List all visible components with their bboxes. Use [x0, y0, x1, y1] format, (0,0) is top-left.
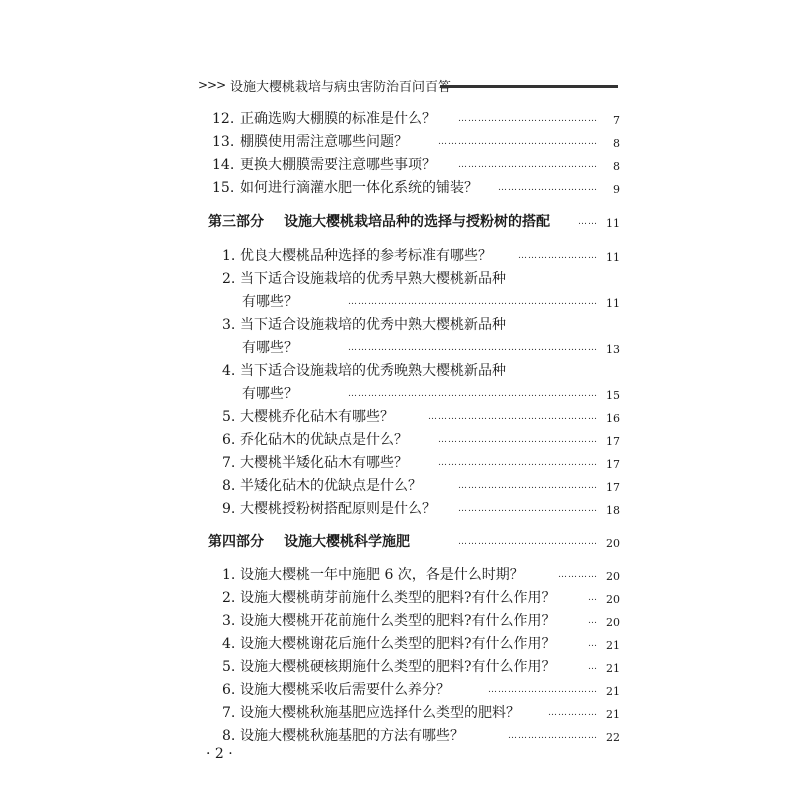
- entry-number: 5.: [222, 409, 236, 425]
- entry-page: 8: [613, 160, 620, 173]
- entry-number: 3.: [222, 317, 236, 333]
- entry-title: 当下适合设施栽培的优秀中熟大樱桃新品种: [240, 317, 506, 333]
- entry-title: 大樱桃乔化砧木有哪些？: [240, 409, 394, 425]
- entry-title: 设施大樱桃开花前施什么类型的肥料?有什么作用？: [240, 613, 556, 629]
- entry-page: 8: [613, 137, 620, 150]
- entry-number: 8.: [222, 728, 236, 744]
- entry-number: 1.: [222, 248, 236, 264]
- toc-entry[interactable]: [222, 429, 620, 451]
- toc-entry[interactable]: [212, 131, 620, 153]
- entry-title: 设施大樱桃一年中施肥 6 次，各是什么时期？: [240, 567, 524, 583]
- entry-number: 1.: [222, 567, 236, 583]
- entry-page: 21: [606, 639, 620, 652]
- entry-number: 6.: [222, 432, 236, 448]
- entry-title: 设施大樱桃萌芽前施什么类型的肥料?有什么作用？: [240, 590, 556, 606]
- entry-title: 乔化砧木的优缺点是什么？: [240, 432, 408, 448]
- header-rule: [440, 85, 618, 88]
- toc-entry[interactable]: [222, 245, 620, 267]
- entry-page: 13: [606, 343, 620, 356]
- entry-page: 17: [606, 458, 620, 471]
- entry-page: 16: [606, 412, 620, 425]
- entry-number: 13.: [212, 134, 235, 150]
- leader-dots: ……………………………………: [458, 537, 598, 547]
- entry-number: 7.: [222, 705, 236, 721]
- toc-entry[interactable]: [222, 452, 620, 474]
- leader-dots: ……………………………………………: [428, 412, 598, 422]
- entry-page: 11: [606, 297, 620, 310]
- leader-dots: ……………: [548, 708, 598, 718]
- leader-dots: ……………………………………: [458, 504, 598, 514]
- toc-entry[interactable]: [222, 656, 620, 678]
- leader-dots: …………………………………………: [438, 137, 598, 147]
- leader-dots: ……………………: [518, 251, 598, 261]
- entry-title-continuation: 有哪些？: [242, 294, 298, 310]
- entry-title: 当下适合设施栽培的优秀早熟大樱桃新品种: [240, 271, 506, 287]
- toc-entry[interactable]: [212, 154, 620, 176]
- toc-entry[interactable]: [212, 108, 620, 130]
- leader-dots: …………………………………………………………………: [348, 389, 598, 399]
- entry-number: 7.: [222, 455, 236, 471]
- leader-dots: ………………………: [508, 731, 598, 741]
- leader-dots: …: [588, 639, 598, 649]
- entry-number: 2.: [222, 590, 236, 606]
- leader-dots: ……………………………………: [458, 160, 598, 170]
- leader-dots: …………………………………………: [438, 458, 598, 468]
- entry-title-continuation: 有哪些？: [242, 386, 298, 402]
- entry-page: 18: [606, 504, 620, 517]
- entry-page: 15: [606, 389, 620, 402]
- entry-page: 20: [606, 616, 620, 629]
- entry-page: 21: [606, 685, 620, 698]
- leader-dots: …………………………………………………………………: [348, 343, 598, 353]
- entry-number: 12.: [212, 111, 235, 127]
- entry-page: 9: [613, 183, 620, 196]
- entry-title: 大樱桃半矮化砧木有哪些？: [240, 455, 408, 471]
- leader-dots: ……………………………………: [458, 481, 598, 491]
- toc-entry[interactable]: [222, 702, 620, 724]
- entry-title: 当下适合设施栽培的优秀晚熟大樱桃新品种: [240, 363, 506, 379]
- entry-page: 17: [606, 481, 620, 494]
- leader-dots: …: [588, 616, 598, 626]
- leader-dots: ……………………………………: [458, 114, 598, 124]
- section-heading[interactable]: [208, 210, 620, 234]
- section-label: 第四部分: [208, 534, 264, 550]
- toc-entry[interactable]: [222, 406, 620, 428]
- entry-page: 21: [606, 662, 620, 675]
- leader-dots: …: [588, 593, 598, 603]
- section-label: 第三部分: [208, 214, 264, 230]
- toc-entry[interactable]: [222, 725, 620, 747]
- entry-number: 5.: [222, 659, 236, 675]
- entry-title: 设施大樱桃秋施基肥的方法有哪些？: [240, 728, 464, 744]
- toc-entry[interactable]: [222, 633, 620, 655]
- entry-number: 3.: [222, 613, 236, 629]
- section-title: 设施大樱桃栽培品种的选择与授粉树的搭配: [284, 214, 550, 230]
- entry-page: 22: [606, 731, 620, 744]
- entry-title: 设施大樱桃谢花后施什么类型的肥料?有什么作用？: [240, 636, 556, 652]
- page-number: · 2 ·: [206, 746, 233, 762]
- entry-page: 21: [606, 708, 620, 721]
- entry-title: 半矮化砧木的优缺点是什么？: [240, 478, 422, 494]
- toc-entry[interactable]: [222, 564, 620, 586]
- entry-title: 设施大樱桃硬核期施什么类型的肥料?有什么作用？: [240, 659, 556, 675]
- toc-entry[interactable]: [222, 475, 620, 497]
- section-title: 设施大樱桃科学施肥: [284, 534, 410, 550]
- toc-entry-continuation[interactable]: [222, 383, 620, 405]
- entry-title: 正确选购大棚膜的标准是什么？: [240, 111, 436, 127]
- entry-title: 如何进行滴灌水肥一体化系统的铺装？: [240, 180, 478, 196]
- toc-entry[interactable]: [222, 587, 620, 609]
- toc-entry[interactable]: [222, 610, 620, 632]
- entry-number: 4.: [222, 636, 236, 652]
- toc-entry[interactable]: [222, 679, 620, 701]
- section-heading[interactable]: [208, 530, 620, 554]
- entry-page: 20: [606, 593, 620, 606]
- toc-entry[interactable]: [222, 498, 620, 520]
- leader-dots: …………………………………………: [438, 435, 598, 445]
- leader-dots: …………: [558, 570, 598, 580]
- section-page: 20: [606, 537, 620, 550]
- leader-dots: ……………………………: [488, 685, 598, 695]
- entry-title: 大樱桃授粉树搭配原则是什么？: [240, 501, 436, 517]
- running-header: [198, 74, 618, 98]
- toc-entry-continuation[interactable]: [222, 291, 620, 313]
- leader-dots: ……: [578, 217, 598, 227]
- leader-dots: …………………………: [498, 183, 598, 193]
- leader-dots: …: [588, 662, 598, 672]
- entry-number: 6.: [222, 682, 236, 698]
- entry-page: 11: [606, 251, 620, 264]
- entry-number: 2.: [222, 271, 236, 287]
- chevron-right-icon: >>>: [198, 78, 226, 92]
- entry-title: 优良大樱桃品种选择的参考标准有哪些？: [240, 248, 492, 264]
- entry-title: 棚膜使用需注意哪些问题？: [240, 134, 408, 150]
- entry-title: 更换大棚膜需要注意哪些事项？: [240, 157, 436, 173]
- section-page: 11: [606, 217, 620, 230]
- toc-entry-continuation[interactable]: [222, 337, 620, 359]
- entry-number: 4.: [222, 363, 236, 379]
- entry-title-continuation: 有哪些？: [242, 340, 298, 356]
- entry-page: 7: [613, 114, 620, 127]
- entry-title: 设施大樱桃采收后需要什么养分？: [240, 682, 450, 698]
- toc-entry[interactable]: [222, 314, 620, 336]
- entry-number: 15.: [212, 180, 235, 196]
- entry-number: 14.: [212, 157, 235, 173]
- entry-page: 20: [606, 570, 620, 583]
- entry-number: 8.: [222, 478, 236, 494]
- entry-page: 17: [606, 435, 620, 448]
- toc-entry[interactable]: [212, 177, 620, 199]
- toc-entry[interactable]: [222, 360, 620, 382]
- toc-entry[interactable]: [222, 268, 620, 290]
- entry-number: 9.: [222, 501, 236, 517]
- book-title: 设施大樱桃栽培与病虫害防治百问百答: [230, 80, 452, 95]
- leader-dots: …………………………………………………………………: [348, 297, 598, 307]
- entry-title: 设施大樱桃秋施基肥应选择什么类型的肥料？: [240, 705, 520, 721]
